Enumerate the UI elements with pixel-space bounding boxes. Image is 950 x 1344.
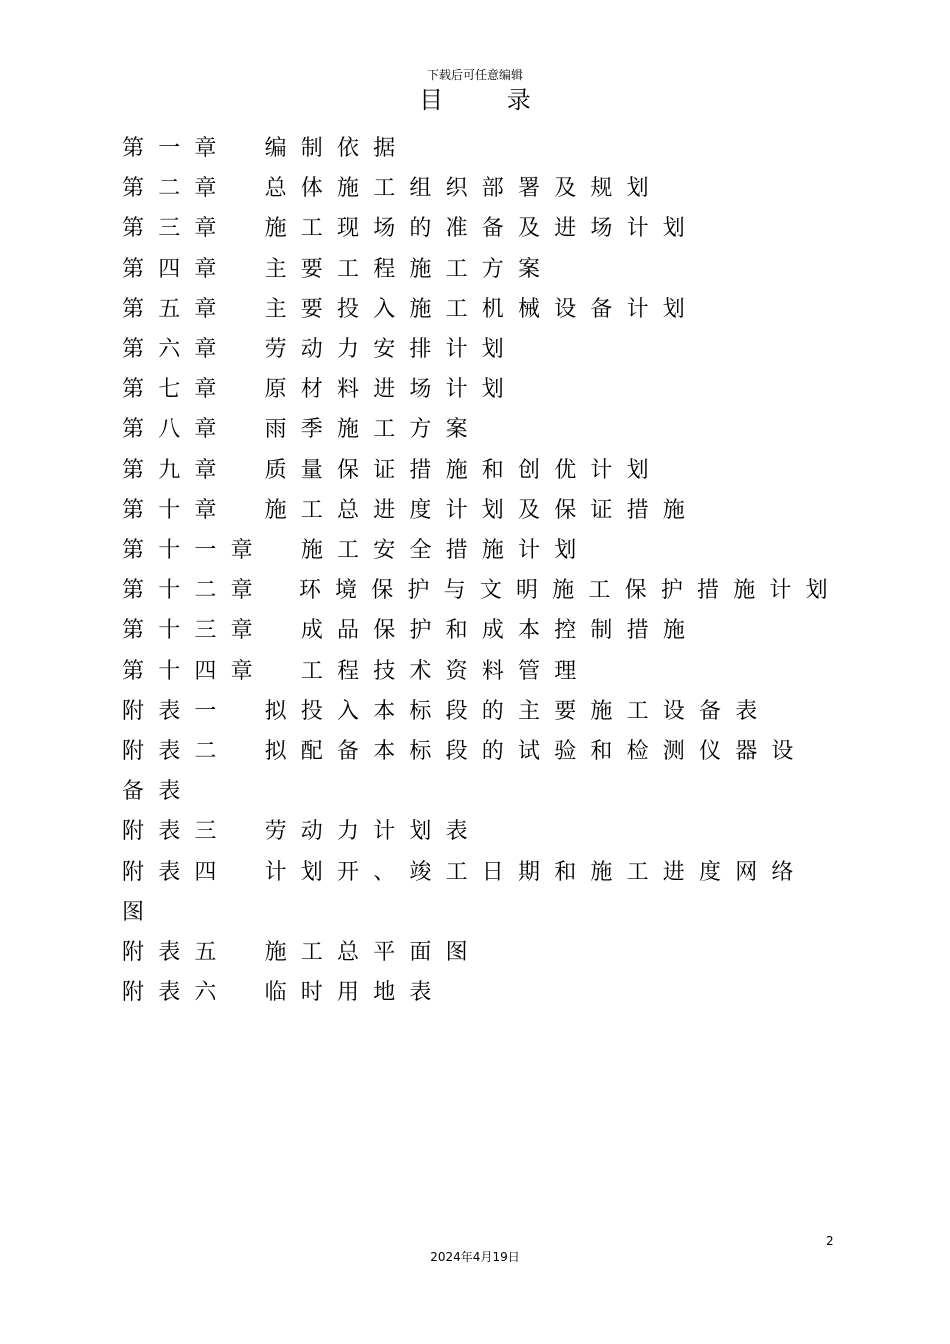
- page-title: 目 录: [419, 86, 559, 114]
- toc-entry-title: 环境保护与文明施工保护措施计划: [298, 578, 842, 604]
- toc-entry: [122, 491, 842, 531]
- toc-entry-number: 第一章: [122, 136, 231, 161]
- toc-entry-number: 第九章: [122, 457, 231, 483]
- toc-entry-title: 施工安全措施计划: [300, 538, 591, 564]
- toc-entry-number: 第八章: [122, 417, 231, 443]
- toc-entry: [122, 732, 842, 812]
- toc-entry-number: 第四章: [122, 256, 231, 282]
- toc-entry: [122, 410, 842, 450]
- toc-entry-title: 劳动力安排计划: [264, 337, 519, 363]
- toc-entry: [122, 652, 842, 692]
- toc-entry-title: 雨季施工方案: [264, 417, 482, 443]
- toc-entry-number: 附表一: [122, 698, 231, 724]
- toc-entry: [122, 169, 842, 209]
- toc-entry-title: 原材料进场计划: [264, 377, 519, 403]
- toc-entry-number: 第二章: [122, 176, 231, 202]
- toc-entry-title: 劳动力计划表: [264, 819, 482, 845]
- toc-entry: [122, 973, 842, 1013]
- toc-entry-number: 附表四: [122, 859, 231, 885]
- toc-entry-number: 附表六: [122, 980, 231, 1006]
- toc-entry: [122, 692, 842, 732]
- toc-entry-number: 第七章: [122, 377, 231, 403]
- toc-entry-title: 编制依据: [264, 136, 410, 161]
- toc-entry: [122, 129, 842, 169]
- toc-entry: [122, 812, 842, 852]
- toc-entry-number: 附表二: [122, 739, 231, 765]
- toc-entry: [122, 611, 842, 651]
- toc-entry-number: 第十章: [122, 497, 231, 523]
- toc-entry: [122, 290, 842, 330]
- toc-entry-title: 施工总平面图: [264, 940, 482, 966]
- toc-entry: [122, 531, 842, 571]
- toc-entry-title: 拟投入本标段的主要施工设备表: [264, 698, 772, 724]
- page-number: 2: [826, 1234, 834, 1248]
- toc-entry-title: 主要工程施工方案: [264, 256, 555, 282]
- toc-entry-number: 第十一章: [122, 538, 267, 564]
- toc-entry: [122, 250, 842, 290]
- toc-entry-title: 工程技术资料管理: [300, 658, 591, 684]
- toc-entry: [122, 370, 842, 410]
- toc-entry: [122, 853, 842, 933]
- toc-entry-title: 计划开、竣工日期和施工进度网络图: [122, 859, 808, 925]
- toc-entry: [122, 571, 842, 611]
- toc-entry-title: 拟配备本标段的试验和检测仪器设备表: [122, 739, 808, 805]
- toc-entry-title: 总体施工组织部署及规划: [264, 176, 663, 202]
- toc-entry-number: 附表三: [122, 819, 231, 845]
- toc-entry-number: 第十三章: [122, 618, 267, 644]
- toc-entry-title: 施工总进度计划及保证措施: [264, 497, 700, 523]
- toc-entry: [122, 209, 842, 249]
- toc-entry-title: 主要投入施工机械设备计划: [264, 296, 700, 322]
- toc-entry-number: 第十四章: [122, 658, 267, 684]
- toc-entry-number: 第六章: [122, 337, 231, 363]
- toc-entry-number: 第十二章: [122, 578, 267, 604]
- toc-entry-number: 第五章: [122, 296, 231, 322]
- toc-entry-title: 施工现场的准备及进场计划: [264, 216, 700, 242]
- toc-entry: [122, 933, 842, 973]
- toc-entry-title: 质量保证措施和创优计划: [264, 457, 663, 483]
- footer-date: 2024年4月19日: [430, 1250, 520, 1264]
- toc-entry: [122, 451, 842, 491]
- toc-entry: [122, 330, 842, 370]
- table-of-contents: [122, 129, 842, 1013]
- header-note: 下载后可任意编辑: [426, 68, 523, 82]
- toc-entry-title: 临时用地表: [264, 980, 446, 1006]
- toc-entry-number: 附表五: [122, 940, 231, 966]
- toc-entry-title: 成品保护和成本控制措施: [300, 618, 700, 644]
- toc-entry-number: 第三章: [122, 216, 231, 242]
